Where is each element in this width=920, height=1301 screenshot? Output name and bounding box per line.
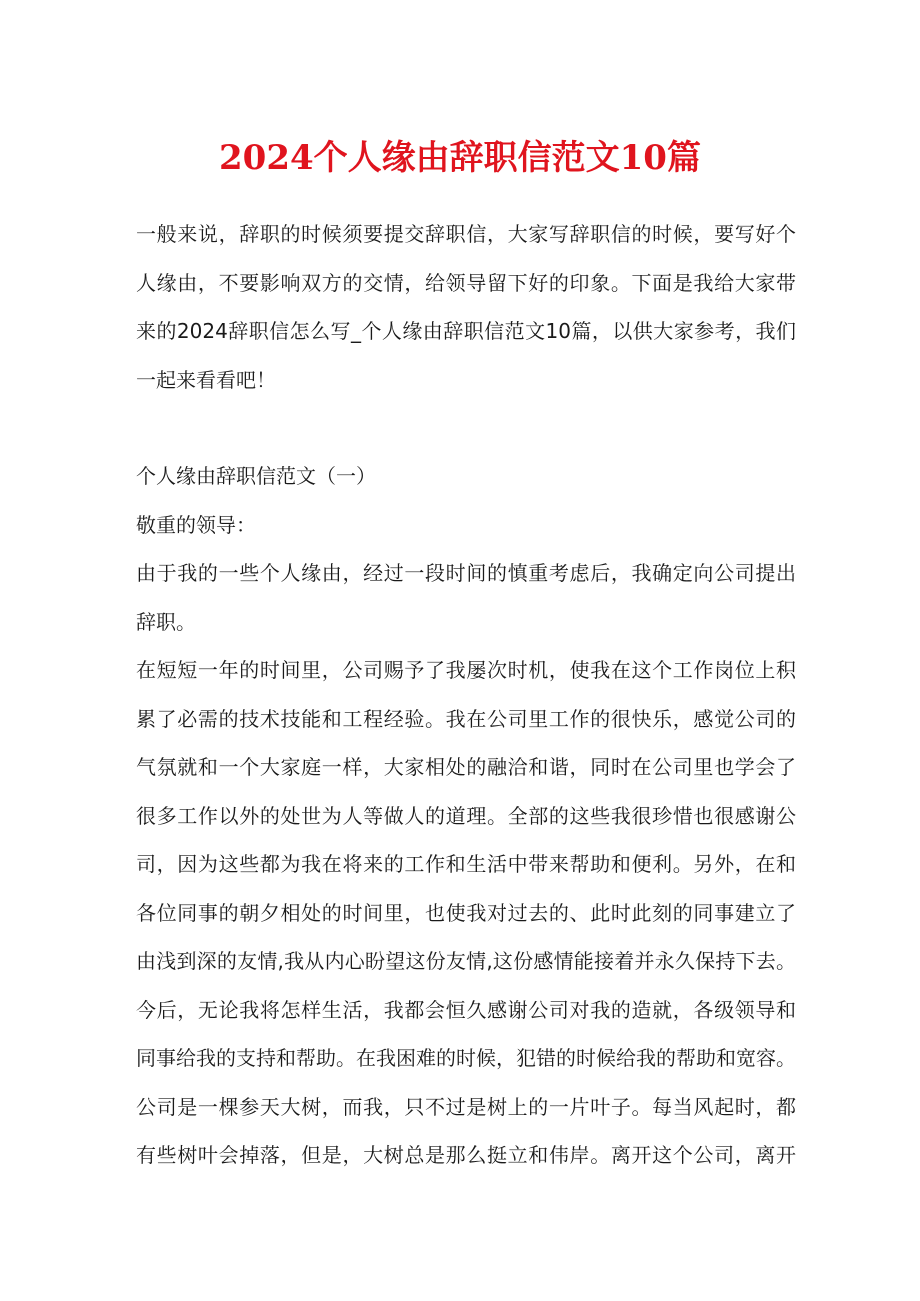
- letter-line: 司，因为这些都为我在将来的工作和生活中带来帮助和便利。另外，在和: [136, 852, 796, 876]
- section-heading: 个人缘由辞职信范文（一）: [136, 464, 376, 488]
- letter-line: 在短短一年的时间里，公司赐予了我屡次时机，使我在这个工作岗位上积: [136, 658, 796, 682]
- letter-line: 很多工作以外的处世为人等做人的道理。全部的这些我很珍惜也很感谢公: [136, 803, 796, 828]
- letter-line: 公司是一棵参天大树，而我，只不过是树上的一片叶子。每当风起时，都: [136, 1094, 796, 1119]
- intro-line: 一般来说，辞职的时候须要提交辞职信，大家写辞职信的时候，要写好个: [136, 222, 796, 246]
- salutation: 敬重的领导：: [136, 512, 256, 537]
- letter-line: 有些树叶会掉落，但是，大树总是那么挺立和伟岸。离开这个公司，离开: [136, 1143, 796, 1167]
- letter-section: [136, 452, 796, 1180]
- document-title: 2024个人缘由辞职信范文10篇: [219, 138, 701, 178]
- letter-line: 由浅到深的友情,我从内心盼望这份友情,这份感情能接着并永久保持下去。: [136, 949, 796, 973]
- letter-line: 同事给我的支持和帮助。在我困难的时候，犯错的时候给我的帮助和宽容。: [136, 1046, 796, 1070]
- intro-line: 来的2024辞职信怎么写_个人缘由辞职信范文10篇，以供大家参考，我们: [136, 319, 796, 343]
- letter-line: 由于我的一些个人缘由，经过一段时间的慎重考虑后，我确定向公司提出: [136, 561, 796, 585]
- intro-line: 人缘由，不要影响双方的交情，给领导留下好的印象。下面是我给大家带: [136, 270, 796, 295]
- letter-line: 今后，无论我将怎样生活，我都会恒久感谢公司对我的造就，各级领导和: [136, 997, 796, 1022]
- intro-paragraph: [136, 210, 796, 404]
- intro-line: 一起来看看吧！: [136, 367, 276, 392]
- letter-line: 气氛就和一个大家庭一样，大家相处的融洽和谐，同时在公司里也学会了: [136, 755, 796, 779]
- letter-line: 辞职。: [136, 609, 196, 634]
- letter-line: 累了必需的技术技能和工程经验。我在公司里工作的很快乐，感觉公司的: [136, 706, 796, 731]
- letter-line: 各位同事的朝夕相处的时间里，也使我对过去的、此时此刻的同事建立了: [136, 900, 796, 925]
